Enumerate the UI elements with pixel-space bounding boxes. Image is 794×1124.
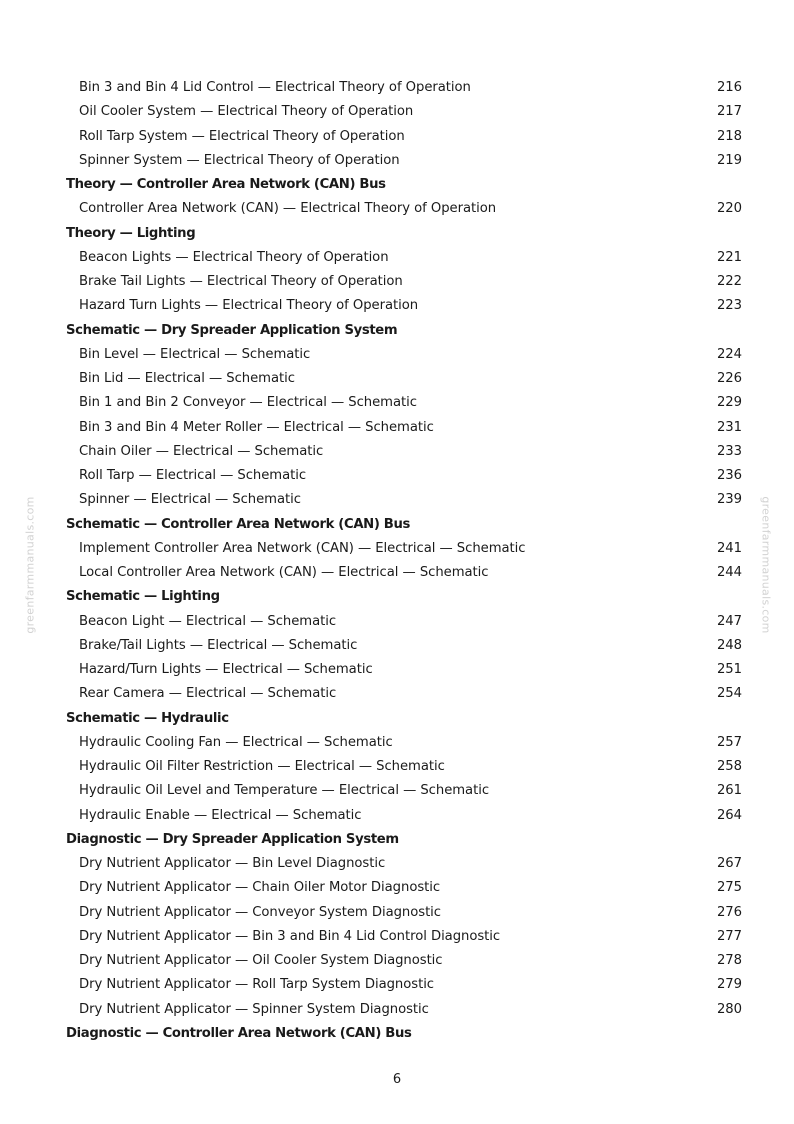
toc-title: Theory — Controller Area Network (CAN) Bus [66, 177, 386, 192]
toc-entry [66, 488, 742, 512]
toc-title: Bin Level — Electrical — Schematic [79, 346, 311, 362]
toc-title: Roll Tarp — Electrical — Schematic [79, 468, 307, 483]
toc-section-heading [66, 513, 742, 537]
toc-page-number: 236 [716, 468, 742, 483]
toc-title: Dry Nutrient Applicator — Bin Level Diagnostic [79, 856, 386, 871]
toc-entry [66, 464, 742, 488]
toc-entry [66, 367, 742, 391]
toc-title: Schematic — Lighting [66, 589, 220, 605]
toc-entry [66, 149, 742, 173]
toc-entry [66, 76, 742, 100]
toc-title: Hydraulic Oil Filter Restriction — Electrical — Schematic [79, 759, 445, 774]
toc-page-number: 257 [716, 734, 742, 750]
toc-page-number: 223 [716, 298, 742, 314]
toc-title: Hydraulic Cooling Fan — Electrical — Schematic [79, 734, 393, 750]
toc-page-number: 244 [716, 565, 742, 580]
toc-section-heading [66, 828, 742, 852]
toc-section-heading [66, 585, 742, 609]
toc-entry [66, 804, 742, 828]
toc-entry [66, 925, 742, 949]
toc-title: Dry Nutrient Applicator — Bin 3 and Bin 4 Lid Control Diagnostic [79, 928, 501, 944]
toc-entry [66, 755, 742, 779]
toc-page-number: 264 [716, 807, 742, 823]
toc-title: Dry Nutrient Applicator — Oil Cooler System Diagnostic [79, 953, 443, 968]
toc-title: Spinner System — Electrical Theory of Operation [79, 152, 400, 168]
page-number: 6 [392, 1072, 402, 1087]
toc-page-number: 239 [716, 492, 742, 508]
toc-entry [66, 610, 742, 634]
toc-title: Spinner — Electrical — Schematic [79, 492, 301, 508]
toc-page-number: 218 [716, 128, 742, 144]
toc-title: Beacon Light — Electrical — Schematic [79, 613, 337, 629]
toc-title: Diagnostic — Controller Area Network (CAN) Bus [66, 1025, 412, 1041]
toc-page-number: 231 [716, 419, 742, 435]
toc-title: Dry Nutrient Applicator — Conveyor System Diagnostic [79, 904, 442, 920]
toc-page-number: 241 [716, 540, 742, 556]
table-of-contents [66, 76, 742, 1046]
toc-title: Hazard/Turn Lights — Electrical — Schematic [79, 662, 373, 677]
toc-page-number: 229 [716, 395, 742, 411]
toc-page-number: 267 [716, 856, 742, 871]
toc-title: Bin 3 and Bin 4 Lid Control — Electrical Theory of Operation [79, 80, 471, 95]
toc-title: Theory — Lighting [66, 225, 196, 241]
toc-entry [66, 949, 742, 973]
toc-page-number: 275 [716, 880, 742, 896]
toc-page-number: 276 [716, 904, 742, 920]
toc-page-number: 224 [716, 346, 742, 362]
toc-entry [66, 876, 742, 900]
toc-entry [66, 391, 742, 415]
toc-entry [66, 440, 742, 464]
toc-entry [66, 246, 742, 270]
toc-title: Local Controller Area Network (CAN) — Electrical — Schematic [79, 565, 489, 580]
toc-entry [66, 731, 742, 755]
toc-title: Hydraulic Oil Level and Temperature — Electrical — Schematic [79, 783, 490, 799]
toc-title: Bin 3 and Bin 4 Meter Roller — Electrical — Schematic [79, 419, 434, 435]
toc-entry [66, 682, 742, 706]
toc-title: Rear Camera — Electrical — Schematic [79, 686, 337, 702]
toc-page-number: 219 [716, 152, 742, 168]
watermark-left: greenfarmmanuals.com [23, 496, 37, 634]
toc-entry [66, 658, 742, 682]
toc-entry [66, 270, 742, 294]
toc-entry [66, 779, 742, 803]
toc-entry [66, 998, 742, 1022]
toc-title: Dry Nutrient Applicator — Spinner System Diagnostic [79, 1001, 429, 1017]
toc-section-heading [66, 222, 742, 246]
toc-title: Diagnostic — Dry Spreader Application System [66, 831, 399, 847]
toc-title: Roll Tarp System — Electrical Theory of Operation [79, 128, 405, 144]
toc-title: Beacon Lights — Electrical Theory of Operation [79, 249, 389, 265]
toc-entry [66, 197, 742, 221]
toc-section-heading [66, 1022, 742, 1046]
toc-title: Oil Cooler System — Electrical Theory of Operation [79, 104, 414, 120]
toc-title: Bin 1 and Bin 2 Conveyor — Electrical — Schematic [79, 395, 417, 411]
toc-page-number: 216 [716, 80, 742, 95]
toc-title: Implement Controller Area Network (CAN) — Electrical — Schematic [79, 540, 526, 556]
toc-page-number: 258 [716, 759, 742, 774]
toc-entry [66, 294, 742, 318]
toc-section-heading [66, 319, 742, 343]
toc-page-number: 278 [716, 953, 742, 968]
toc-title: Schematic — Hydraulic [66, 710, 229, 726]
toc-entry [66, 537, 742, 561]
toc-title: Controller Area Network (CAN) — Electrical Theory of Operation [79, 201, 497, 217]
toc-entry [66, 343, 742, 367]
toc-title: Brake Tail Lights — Electrical Theory of Operation [79, 274, 403, 289]
toc-page-number: 251 [716, 662, 742, 677]
toc-title: Brake/Tail Lights — Electrical — Schematic [79, 637, 358, 653]
toc-title: Schematic — Controller Area Network (CAN) Bus [66, 516, 411, 532]
toc-section-heading [66, 707, 742, 731]
toc-page-number: 248 [716, 637, 742, 653]
toc-entry [66, 852, 742, 876]
toc-page-number: 221 [716, 249, 742, 265]
toc-page-number: 277 [716, 928, 742, 944]
watermark-right: greenfarmmanuals.com [759, 496, 773, 634]
toc-page-number: 222 [716, 274, 742, 289]
toc-page-number: 280 [716, 1001, 742, 1017]
toc-page-number: 254 [716, 686, 742, 702]
toc-entry [66, 561, 742, 585]
toc-page-number: 220 [716, 201, 742, 217]
toc-page-number: 217 [716, 104, 742, 120]
toc-section-heading [66, 173, 742, 197]
toc-title: Dry Nutrient Applicator — Roll Tarp System Diagnostic [79, 977, 435, 993]
toc-entry [66, 973, 742, 997]
toc-page-number: 279 [716, 977, 742, 993]
toc-title: Hydraulic Enable — Electrical — Schematic [79, 807, 362, 823]
toc-page-number: 261 [716, 783, 742, 799]
toc-entry [66, 100, 742, 124]
toc-title: Hazard Turn Lights — Electrical Theory of Operation [79, 298, 419, 314]
toc-entry [66, 634, 742, 658]
toc-page-number: 226 [716, 371, 742, 386]
toc-title: Schematic — Dry Spreader Application System [66, 322, 398, 338]
toc-title: Bin Lid — Electrical — Schematic [79, 371, 295, 386]
toc-title: Chain Oiler — Electrical — Schematic [79, 443, 324, 459]
toc-entry [66, 125, 742, 149]
toc-title: Dry Nutrient Applicator — Chain Oiler Motor Diagnostic [79, 880, 441, 896]
toc-page-number: 233 [716, 443, 742, 459]
toc-page-number: 247 [716, 613, 742, 629]
toc-entry [66, 416, 742, 440]
toc-entry [66, 901, 742, 925]
